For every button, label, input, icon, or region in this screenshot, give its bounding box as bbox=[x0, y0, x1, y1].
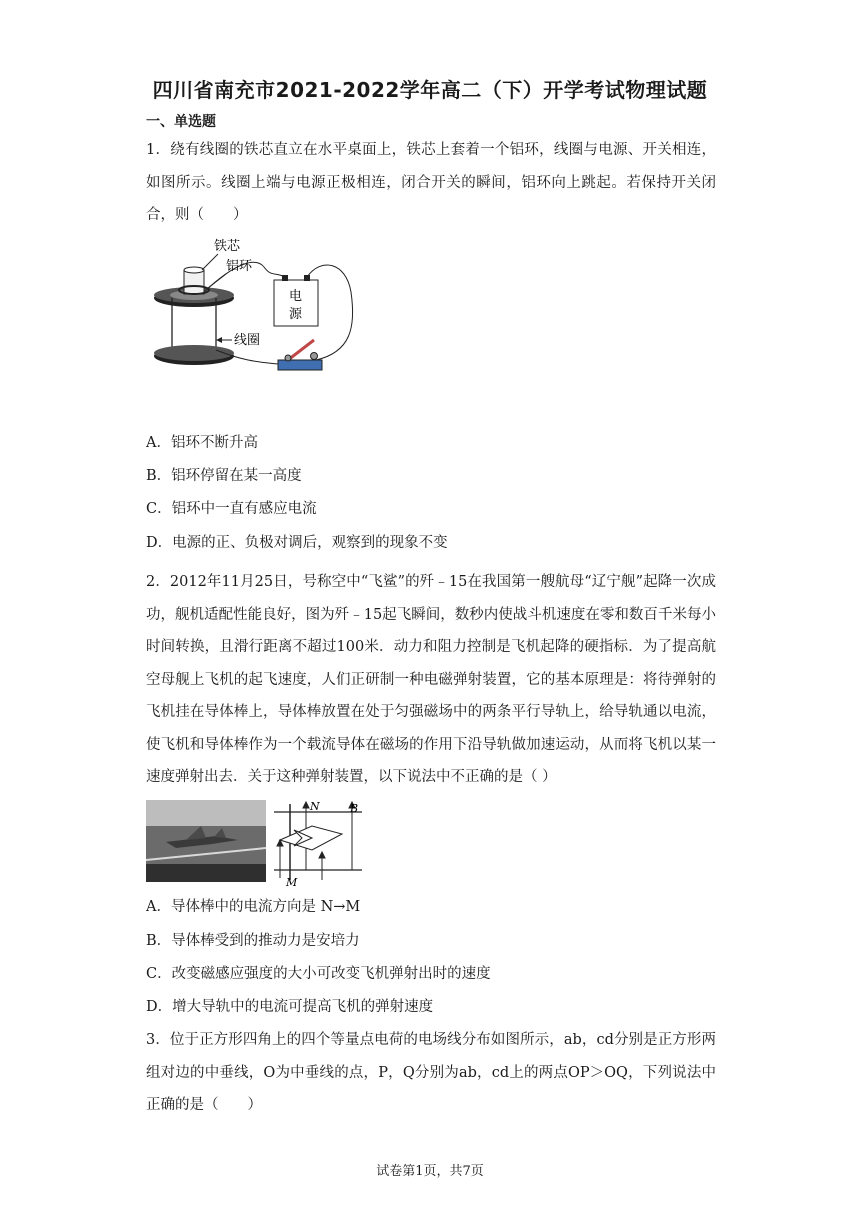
section-heading: 一、单选题 bbox=[146, 114, 216, 130]
label-coil: 线圈 bbox=[234, 333, 261, 348]
label-b: B bbox=[350, 802, 359, 815]
label-n: N bbox=[310, 800, 320, 813]
page-title: 四川省南充市2021-2022学年高二（下）开学考试物理试题 bbox=[152, 78, 708, 102]
question-1-stem: 1．绕有线圈的铁芯直立在水平桌面上，铁芯上套着一个铝环，线圈与电源、开关相连，如图所示。线圈上端与电源正极相连，闭合开关的瞬间，铝环向上跳起。若保持开关闭合，则（ ） bbox=[146, 142, 716, 223]
label-source-2: 源 bbox=[289, 307, 303, 322]
rail-launch-diagram bbox=[272, 800, 368, 886]
question-1-option-d: D．电源的正、负极对调后，观察到的现象不变 bbox=[146, 535, 448, 551]
question-1-option-c: C．铝环中一直有感应电流 bbox=[146, 501, 317, 517]
label-m: M bbox=[286, 876, 298, 886]
label-ring: 铝环 bbox=[226, 259, 253, 274]
label-source-1: 电 bbox=[289, 289, 303, 304]
question-1-option-a: A．铝环不断升高 bbox=[146, 435, 258, 451]
question-1-option-b: B．铝环停留在某一高度 bbox=[146, 468, 302, 484]
question-2-option-c: C．改变磁感应强度的大小可改变飞机弹射出时的速度 bbox=[146, 966, 491, 982]
question-3-stem: 3．位于正方形四角上的四个等量点电荷的电场线分布如图所示，ab，cd分别是正方形两组对边的中垂线，O为中垂线的点，P，Q分别为ab，cd上的两点OP＞OQ，下列说法中正确的是（ ） bbox=[146, 1032, 716, 1113]
aircraft-carrier-photo bbox=[146, 800, 266, 882]
question-1-figure bbox=[146, 232, 366, 382]
question-2-stem: 2．2012年11月25日，号称空中“飞鲨”的歼﹣15在我国第一艘航母“辽宁舰”起降一次成功，舰机适配性能良好，图为歼﹣15起飞瞬间，数秒内使战斗机速度在零和数百千米每小时间转换，且滑行距离不超过100米．动力和阻力控制是飞机起降的硬指标．为了提高航空母舰上飞机的起飞速度，人们正研制一种电磁弹射装置，它的基本原理是：将待弹射的飞机挂在导体棒上，导体棒放置在处于匀强磁场中的两条平行导轨上，给导轨通以电流，使飞机和导体棒作为一个载流导体在磁场的作用下沿导轨做加速运动，从而将飞机以某一速度弹射出去．关于这种弹射装置，以下说法中不正确的是（ ） bbox=[146, 574, 716, 785]
question-2-option-d: D．增大导轨中的电流可提高飞机的弹射速度 bbox=[146, 999, 434, 1015]
question-2-option-b: B．导体棒受到的推动力是安培力 bbox=[146, 933, 360, 949]
page-footer: 试卷第1页，共7页 bbox=[376, 1164, 484, 1179]
question-2-option-a: A．导体棒中的电流方向是 N→M bbox=[146, 899, 361, 915]
label-core: 铁芯 bbox=[214, 239, 241, 254]
